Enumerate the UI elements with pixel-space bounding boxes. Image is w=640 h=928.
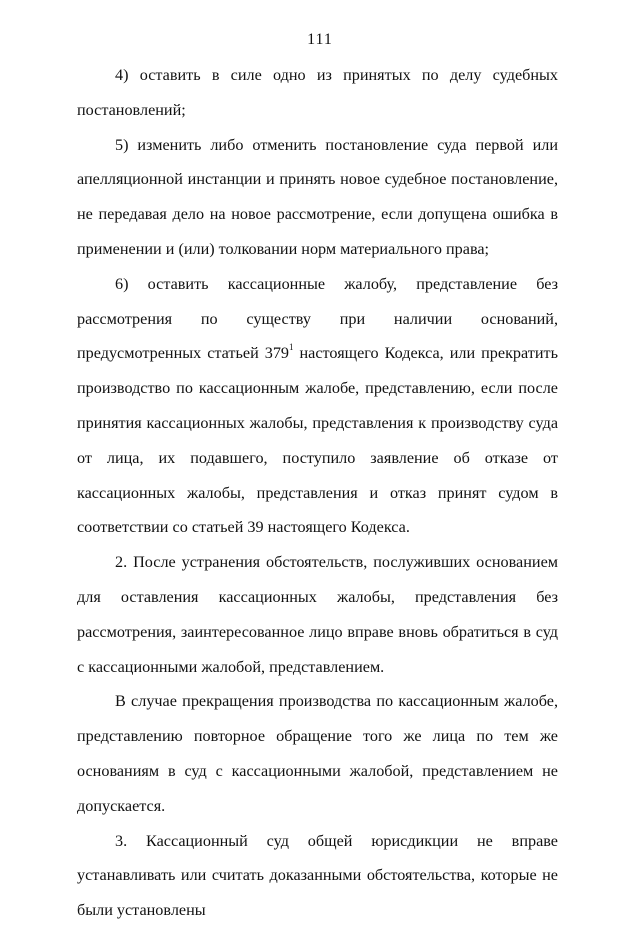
paragraph-item-6-text-after: настоящего Кодекса, или прекратить производство по кассационным жалобе, представлению, если после принятия кассационных жалобы, представления к производству суда от лица, их подавшего, поступило заявление об отказе от кассационных жалобы, представления и отказ принят судом в соответствии со статьей 39 настоящего Кодекса.	[77, 344, 558, 537]
paragraph-item-6	[77, 267, 558, 545]
paragraph-part-2: 2. После устранения обстоятельств, послуживших основанием для оставления кассационных жалобы, представления без рассмотрения, заинтересованное лицо вправе вновь обратиться в суд с кассационными жалобой, представлением.	[77, 553, 558, 676]
paragraph-part-3: 3. Кассационный суд общей юрисдикции не вправе устанавливать или считать доказанными обстоятельства, которые не были установлены	[77, 831, 558, 920]
paragraph-item-5: 5) изменить либо отменить постановление суда первой или апелляционной инстанции и принять новое судебное постановление, не передавая дело на новое рассмотрение, если допущена ошибка в применении и (или) толковании норм материального права;	[77, 135, 558, 258]
paragraph-item-6-text-before: 6) оставить кассационные жалобу, представление без рассмотрения по существу при наличии оснований, предусмотренных статьей 379	[77, 274, 558, 363]
page-number: 111	[307, 31, 333, 48]
paragraph-part-2-continued: В случае прекращения производства по кассационным жалобе, представлению повторное обращение того же лица по тем же основаниям в суд с кассационными жалобой, представлением не допускается.	[77, 692, 558, 815]
paragraph-item-4: 4) оставить в силе одно из принятых по делу судебных постановлений;	[77, 66, 558, 119]
document-body	[77, 58, 558, 928]
article-superscript: 1	[289, 341, 294, 352]
